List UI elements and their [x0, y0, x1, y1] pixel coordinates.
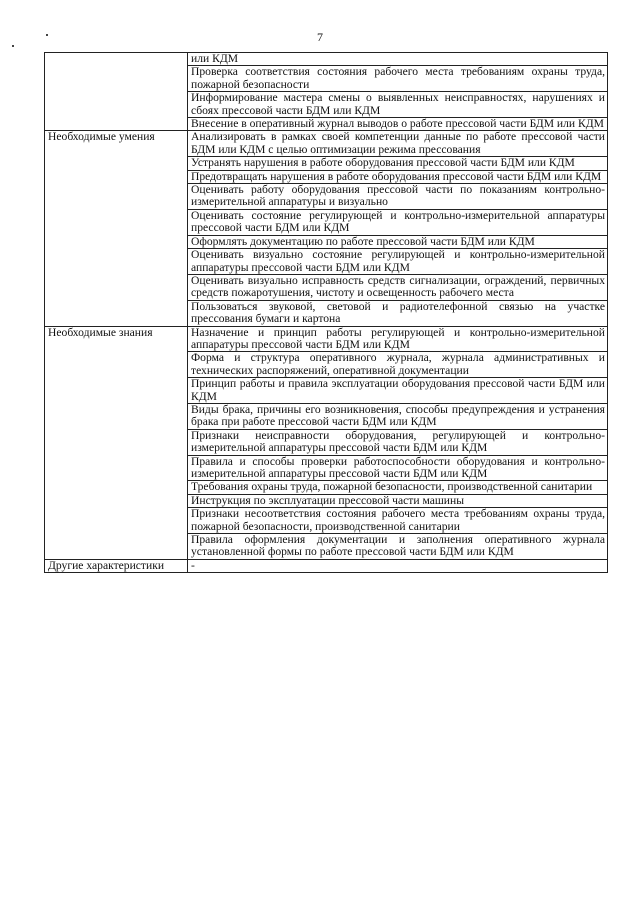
- table-cell: Внесение в оперативный журнал выводов о работе прессовой части БДМ или КДМ: [188, 118, 608, 131]
- table-cell: Устранять нарушения в работе оборудования прессовой части БДМ или КДМ: [188, 157, 608, 170]
- row-group-label: [45, 53, 188, 131]
- row-group-label: Другие характеристики: [45, 559, 188, 572]
- page-number: 7: [317, 30, 323, 44]
- table-cell: Оценивать визуально исправность средств сигнализации, ограждений, первичных средств пожаротушения, чистоту и освещенность рабочего места: [188, 274, 608, 300]
- scan-speck: [46, 34, 48, 36]
- table-cell: Оформлять документацию по работе прессовой части БДМ или КДМ: [188, 235, 608, 248]
- table-cell: Оценивать работу оборудования прессовой части по показаниям контрольно-измерительной аппаратуры и визуально: [188, 184, 608, 210]
- table-cell: Требования охраны труда, пожарной безопасности, производственной санитарии: [188, 481, 608, 494]
- table-row: [45, 53, 608, 66]
- table-cell: Виды брака, причины его возникновения, способы предупреждения и устранения брака при работе прессовой части БДМ или КДМ: [188, 403, 608, 429]
- table-cell: Признаки несоответствия состояния рабочего места требованиям охраны труда, пожарной безопасности, производственной санитарии: [188, 508, 608, 534]
- row-group-label: Необходимые знания: [45, 326, 188, 559]
- table-cell: Правила оформления документации и заполнения оперативного журнала установленной формы по работе прессовой части БДМ или КДМ: [188, 534, 608, 560]
- requirements-table-body: [45, 53, 608, 573]
- table-cell: Проверка соответствия состояния рабочего места требованиям охраны труда, пожарной безопасности: [188, 66, 608, 92]
- table-row: [45, 559, 608, 572]
- table-cell: Анализировать в рамках своей компетенции данные по работе прессовой части БДМ или КДМ с целью оптимизации режима прессования: [188, 131, 608, 157]
- table-cell: Принцип работы и правила эксплуатации оборудования прессовой части БДМ или КДМ: [188, 378, 608, 404]
- table-cell: Оценивать визуально состояние регулирующей и контрольно-измерительной аппаратуры прессовой части БДМ или КДМ: [188, 249, 608, 275]
- requirements-table: [44, 52, 608, 573]
- table-row: [45, 131, 608, 157]
- table-cell: Предотвращать нарушения в работе оборудования прессовой части БДМ или КДМ: [188, 170, 608, 183]
- table-cell: Информирование мастера смены о выявленных неисправностях, нарушениях и сбоях прессовой части БДМ или КДМ: [188, 92, 608, 118]
- table-cell: Инструкция по эксплуатации прессовой части машины: [188, 494, 608, 507]
- table-cell: Форма и структура оперативного журнала, журнала административных и технических распоряжений, оперативной документации: [188, 352, 608, 378]
- row-group-label: Необходимые умения: [45, 131, 188, 326]
- table-cell: Пользоваться звуковой, световой и радиотелефонной связью на участке прессования бумаги и картона: [188, 300, 608, 326]
- table-cell: Признаки неисправности оборудования, регулирующей и контрольно-измерительной аппаратуры прессовой части БДМ или КДМ: [188, 429, 608, 455]
- table-cell: -: [188, 559, 608, 572]
- table-cell: Оценивать состояние регулирующей и контрольно-измерительной аппаратуры прессовой части БДМ или КДМ: [188, 209, 608, 235]
- table-cell: Правила и способы проверки работоспособности оборудования и контрольно-измерительной аппаратуры прессовой части БДМ или КДМ: [188, 455, 608, 481]
- table-cell: Назначение и принцип работы регулирующей и контрольно-измерительной аппаратуры прессовой части БДМ или КДМ: [188, 326, 608, 352]
- table-cell: или КДМ: [188, 53, 608, 66]
- scan-speck: [12, 45, 14, 47]
- table-row: [45, 326, 608, 352]
